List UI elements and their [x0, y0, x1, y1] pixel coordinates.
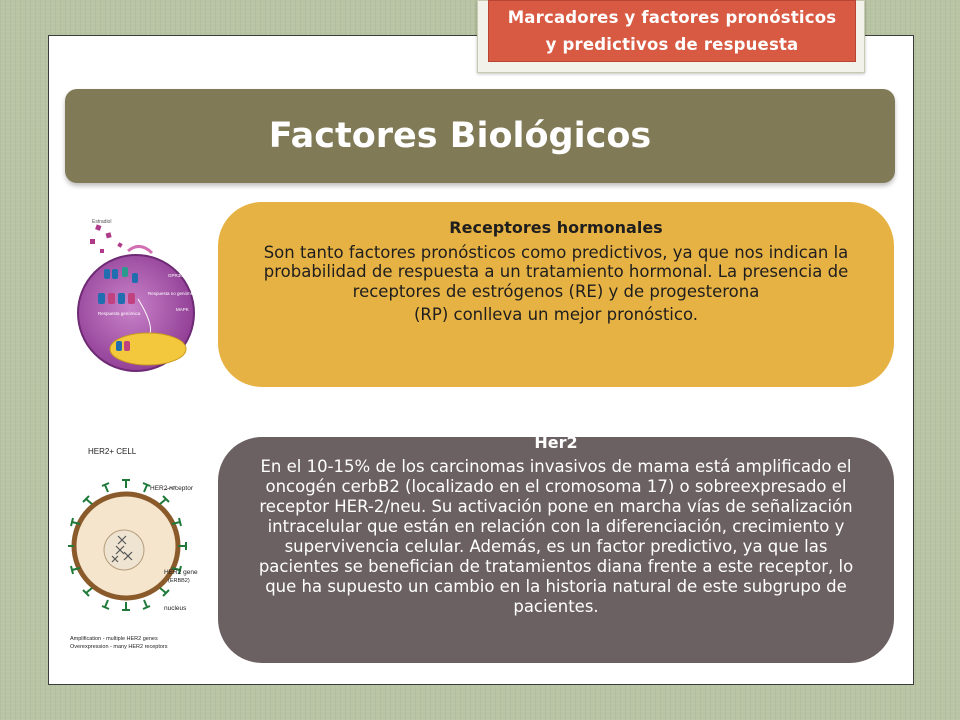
label-her2-gene-sub: (ERBB2)	[168, 578, 190, 584]
section-badge-line2: y predictivos de respuesta	[545, 35, 799, 54]
label-response: Respuesta no genómica	[148, 291, 197, 296]
label-mapk: MAPK	[176, 307, 189, 312]
label-estradiol: Estradiol	[92, 219, 112, 225]
card-her2-body: En el 10-15% de los carcinomas invasivos de mama está amplificado el oncogén cerbB2 (localizado en el cromosoma 17) o sobreexpresado el receptor HER-2/neu. Su activación pone en marcha vías de señalización intracelular que están en relación con la diferenciación, crecimiento y supervivencia celular. Además, es un factor predictivo, ya que las pacientes se benefician de tratamientos diana frente a este receptor, lo que ha supuesto un cambio en la historia natural de este subgrupo de pacientes.	[258, 456, 854, 616]
section-badge	[488, 0, 856, 62]
caption-amplification: Amplification - multiple HER2 genes	[70, 636, 158, 642]
caption-overexpression: Overexpression - many HER2 receptors	[70, 644, 168, 650]
card-her2-title: Her2	[534, 437, 578, 452]
header-band	[65, 89, 895, 183]
card-hormonal-paragraph1: Son tanto factores pronósticos como predictivos, ya que nos indican la probabilidad de respuesta a un tratamiento hormonal. La presencia de receptores de estrógenos (RE) y de progesterona	[263, 242, 849, 301]
her2-cell-title: HER2+ CELL	[88, 447, 137, 456]
hormone-receptor-illustration	[68, 211, 198, 373]
page-title: Factores Biológicos	[268, 116, 652, 156]
her2-cell-illustration	[68, 440, 208, 655]
label-gpr30: GPR30	[168, 273, 183, 278]
card-hormonal-receptors	[218, 202, 894, 387]
label-genomic: Respuesta genómica	[98, 311, 141, 316]
card-hormonal-paragraph2: (RP) conlleva un mejor pronóstico.	[413, 305, 698, 324]
label-nucleus: nucleus	[164, 605, 187, 612]
card-her2	[218, 437, 894, 663]
label-her2-receptor: HER2 receptor	[150, 485, 193, 492]
label-her2-gene: HER2 gene	[164, 569, 198, 576]
section-badge-line1: Marcadores y factores pronósticos	[507, 8, 837, 27]
estradiol-molecules-icon	[90, 224, 123, 253]
nucleus-icon	[104, 530, 144, 570]
card-hormonal-title: Receptores hormonales	[449, 218, 663, 237]
